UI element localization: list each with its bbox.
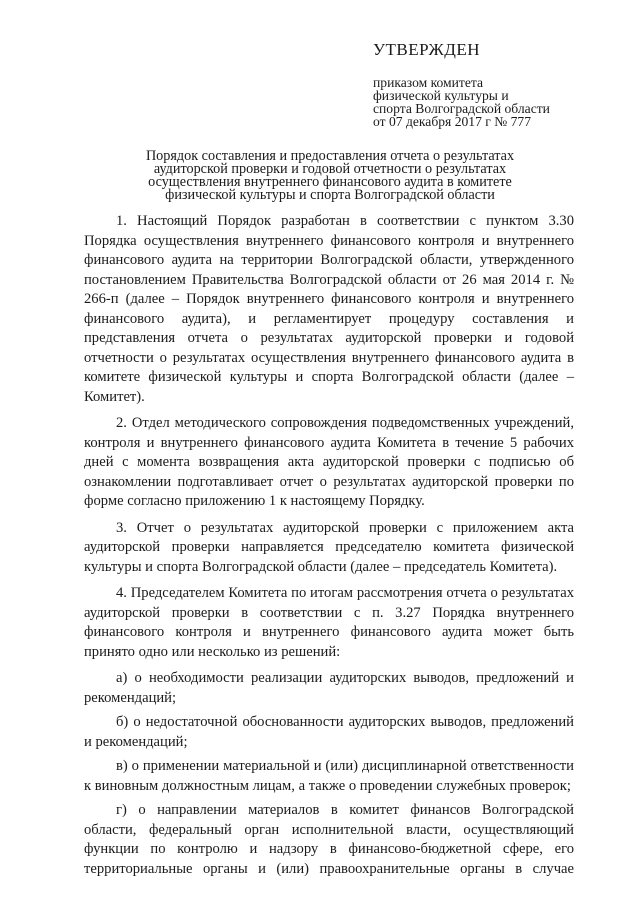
title-line: Порядок составления и предоставления отчета о результатах bbox=[145, 148, 515, 164]
title-line: осуществления внутреннего финансового аудита в комитете bbox=[148, 174, 512, 190]
paragraph-4: 4. Председателем Комитета по итогам рассмотрения отчета о результатах аудиторской проверки в соответствии с п. 3.27 Порядка внутреннего финансового контроля и внутреннего финансового аудита может быть принято одно или несколько из решений: bbox=[84, 585, 574, 660]
approval-block bbox=[373, 40, 603, 128]
paragraph-2: 2. Отдел методического сопровождения подведомственных учреждений, контроля и внутреннего финансового аудита Комитета в течение 5 рабочих дней с момента возвращения акта аудиторской проверки с подписью об ознакомлении подготавливает отчет о результатах аудиторской проверки по форме согласно приложению 1 к настоящему Порядку. bbox=[84, 415, 574, 509]
title-line: аудиторской проверки и годовой отчетности о результатах bbox=[153, 161, 507, 177]
title-line: физической культуры и спорта Волгоградской области bbox=[165, 187, 495, 203]
list-item-b: б) о недостаточной обоснованности аудиторских выводов, предложений и рекомендаций; bbox=[84, 714, 574, 750]
approval-line: физической культуры и bbox=[373, 88, 509, 103]
list-item-d: г) о направлении материалов в комитет финансов Волгоградской области, федеральный орган исполнительной власти, осуществляющий функции по контролю и надзору в финансово-бюджетной сфере, его территориальные органы и (или) правоохранительные органы в случае bbox=[84, 802, 574, 877]
document-body bbox=[84, 212, 574, 884]
paragraph-1: 1. Настоящий Порядок разработан в соответствии с пунктом 3.30 Порядка осуществления внутреннего финансового контроля и внутреннего финансового аудита на территории Волгоградской области, утвержденного постановлением Правительства Волгоградской области от 26 мая 2014 г. № 266-п (далее – Порядок внутреннего финансового контроля и внутреннего финансового аудита), и регламентирует процедуру составления и представления отчета о результатах аудиторской проверки и годовой отчетности о результатах осуществления внутреннего финансового аудита в комитете физической культуры и спорта Волгоградской области (далее – Комитет). bbox=[84, 213, 574, 405]
list-item-a: а) о необходимости реализации аудиторских выводов, предложений и рекомендаций; bbox=[84, 670, 574, 706]
approval-heading: УТВЕРЖДЕН bbox=[373, 40, 480, 59]
approval-line: приказом комитета bbox=[373, 75, 484, 90]
approval-line: от 07 декабря 2017 г № 777 bbox=[373, 114, 532, 129]
list-item-c: в) о применении материальной и (или) дисциплинарной ответственности к виновным должностным лицам, а также о проведении служебных проверок; bbox=[84, 758, 574, 794]
document-title bbox=[100, 150, 560, 202]
approval-line: спорта Волгоградской области bbox=[373, 101, 550, 116]
paragraph-3: 3. Отчет о результатах аудиторской проверки с приложением акта аудиторской проверки направляется председателю комитета физической культуры и спорта Волгоградской области (далее – председатель Комитета). bbox=[84, 519, 574, 575]
